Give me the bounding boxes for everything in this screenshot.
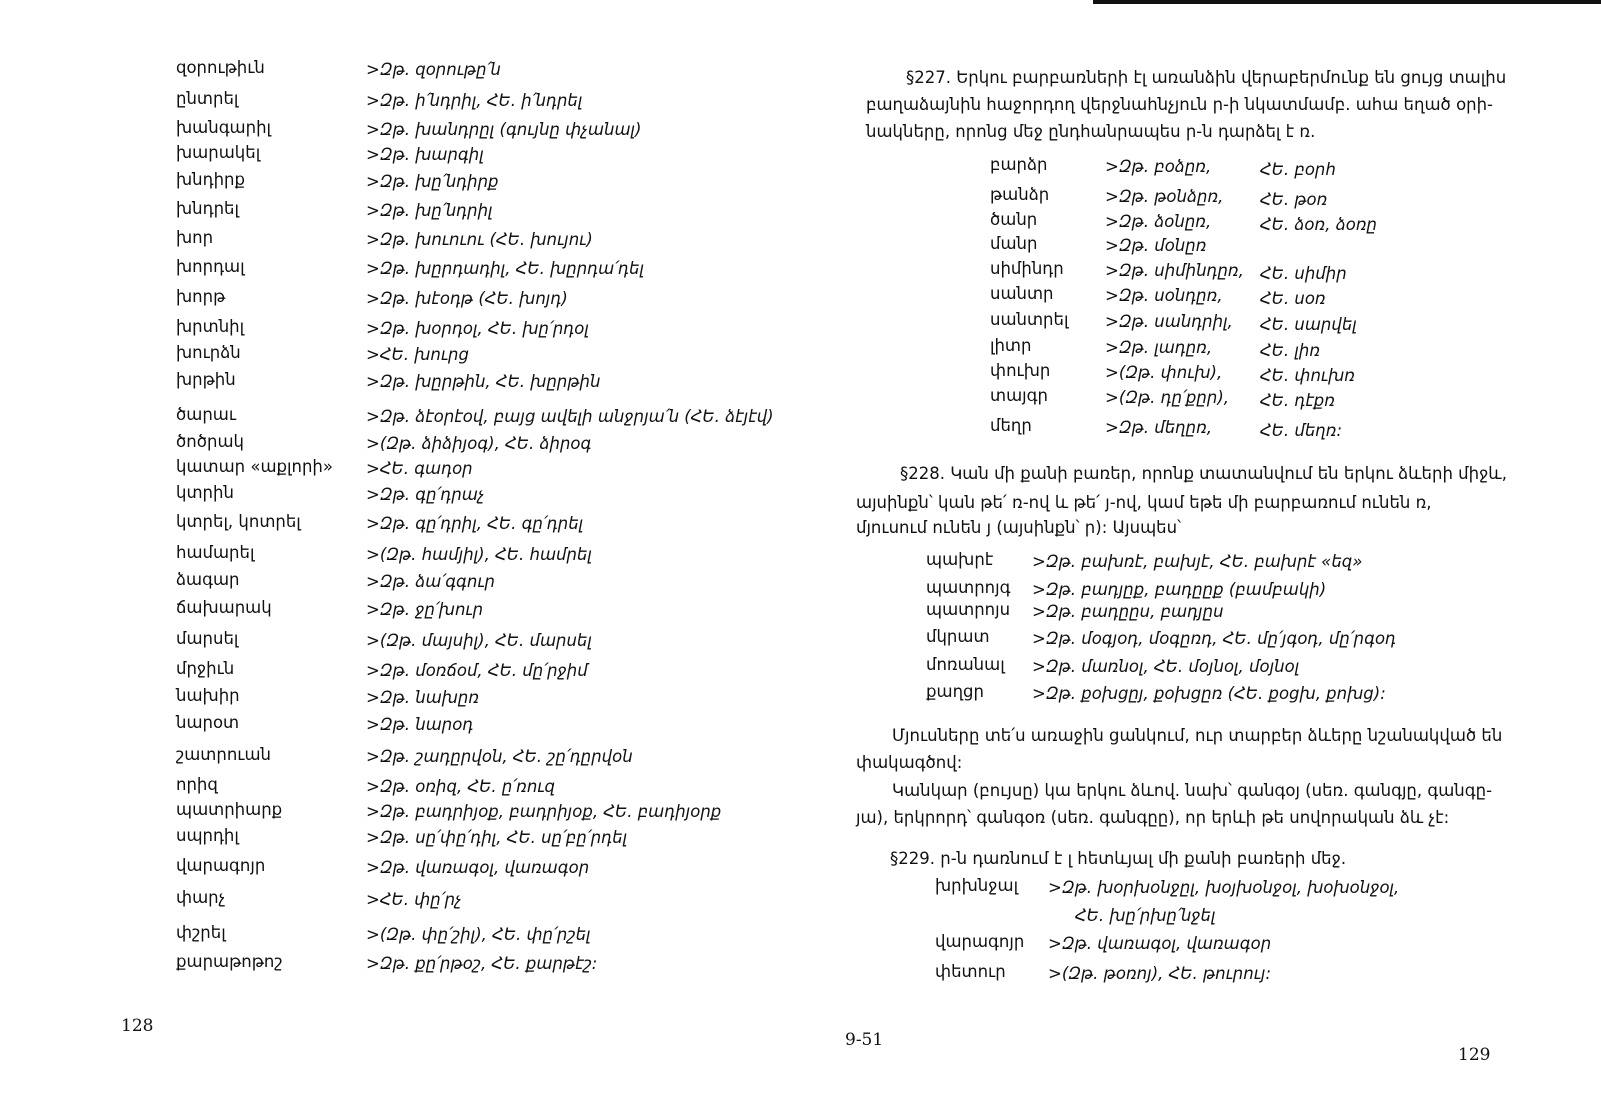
table228-forms: >Զթ. բախռէ, բախյէ, ՀԵ. բախրէ «եզ»: [1032, 552, 1363, 571]
etymology: >Զթ. ջը՛խուր: [366, 600, 484, 619]
etymology: >Զթ. քը՛րթօշ, ՀԵ. քարթէշ:: [366, 954, 598, 973]
paragraph-228b-line: փակագծով:: [856, 753, 963, 772]
paragraph-228-line: այսինքն՝ կան թե՛ ռ-ով և թե՛ յ-ով, կամ եթե մի բարբառում ունեն ռ,: [856, 493, 1432, 512]
table229-word: վարագոյր: [935, 932, 1025, 951]
etymology: >Զթ. խէօդթ (ՀԵ. խոյդ): [366, 289, 568, 308]
table227-word: սանտրել: [990, 310, 1069, 329]
etymology: >ՀԵ. խուրց: [366, 345, 469, 364]
etymology: >(Զթ. փը՛շիլ), ՀԵ. փը՛րշել: [366, 925, 591, 944]
etymology: >Զթ. խարգիլ: [366, 145, 484, 164]
table227-zt: >Զթ. ձօնըռ,: [1105, 212, 1212, 231]
headword: խորդալ: [176, 257, 245, 276]
headword: խոր: [176, 228, 214, 247]
paragraph-227-line: §227. Երկու բարբառների էլ առանձին վերաբերմունք են ցույց տալիս: [906, 68, 1507, 87]
headword: սպրդիլ: [176, 826, 239, 845]
headword: փարչ: [176, 888, 226, 907]
table227-he: ՀԵ. մեղռ:: [1260, 421, 1343, 440]
headword: համարել: [176, 543, 255, 562]
table227-zt: >(Զթ. փուխ),: [1105, 363, 1223, 382]
table227-he: ՀԵ. լիռ: [1260, 341, 1321, 360]
etymology: >Զթ. խուուու (ՀԵ. խույու): [366, 230, 593, 249]
etymology: >(Զթ. ձիձիյօգ), ՀԵ. ձիրօգ: [366, 434, 592, 453]
table229-forms: >Զթ. վառագօլ, վառագօր: [1048, 934, 1272, 953]
table227-word: փուխր: [990, 361, 1051, 380]
table228-forms: >Զթ. բադյըք, բադըըք (բամբակի): [1032, 580, 1327, 599]
table227-word: բարձր: [990, 155, 1048, 174]
etymology: >Զթ. օռիզ, ՀԵ. ը՛ռուզ: [366, 777, 555, 796]
table228-word: պատրոյգ: [926, 578, 1011, 597]
etymology: >Զթ. խօրդօլ, ՀԵ. խը՛րդօլ: [366, 319, 589, 338]
table227-word: թանձր: [990, 185, 1050, 204]
etymology: >Զթ. խը՛նդիրք: [366, 172, 499, 191]
table227-he: ՀԵ. փուխռ: [1260, 366, 1355, 385]
table227-zt: >(Զթ. դը՛քըր),: [1105, 388, 1230, 407]
table227-zt: >Զթ. սիմինդըռ,: [1105, 261, 1244, 280]
etymology: >Զթ. շադըրվօն, ՀԵ. շը՛դըրվօն: [366, 747, 633, 766]
etymology: >Զթ. ի՛նդրիլ, ՀԵ. ի՛նդրել: [366, 91, 583, 110]
headword: խորթ: [176, 287, 226, 306]
etymology: >Զթ. վառագօլ, վառագօր: [366, 858, 590, 877]
headword: ճախարակ: [176, 598, 272, 617]
table227-zt: >Զթ. լադըռ,: [1105, 338, 1213, 357]
table228-word: քաղցր: [926, 682, 984, 701]
table227-word: սիմինդր: [990, 259, 1064, 278]
etymology: >(Զթ. մայսիլ), ՀԵ. մարսել: [366, 631, 592, 650]
table227-word: տայգր: [990, 386, 1048, 405]
headword: խրթին: [176, 370, 236, 389]
table227-he: ՀԵ. սօռ: [1260, 289, 1326, 308]
etymology: >Զթ. բադրիյօք, բադրիյօք, ՀԵ. բադիյօրք: [366, 802, 722, 821]
headword: ընտրել: [176, 89, 239, 108]
paragraph-228b-line: Մյուսները տե՛ս առաջին ցանկում, ուր տարբեր ձևերը նշանակված են: [892, 726, 1503, 745]
page-number-right: 129: [1458, 1045, 1491, 1065]
headword: ձագար: [176, 570, 240, 589]
page-number-left: 128: [121, 1016, 154, 1036]
table227-zt: >Զթ. թօնձըռ,: [1105, 187, 1224, 206]
table229-forms: >Զթ. խօրխօնջըլ, խօյխօնջօլ, խօխօնջօլ,: [1048, 878, 1400, 897]
table227-zt: >Զթ. մեղըռ,: [1105, 418, 1213, 437]
table227-he: ՀԵ. բօրհ: [1260, 160, 1336, 179]
table229-forms: >(Զթ. թօռոյ), ՀԵ. թուրույ:: [1048, 964, 1272, 983]
headword: փշրել: [176, 923, 226, 942]
table228-forms: >Զթ. մառնօլ, ՀԵ. մօյնօլ, մօյնօլ: [1032, 657, 1300, 676]
table227-he: ՀԵ. սարվել: [1260, 315, 1357, 334]
etymology: >ՀԵ. գադօր: [366, 459, 473, 478]
headword: որիզ: [176, 775, 218, 794]
table227-word: ծանր: [990, 210, 1038, 229]
headword: խրտնիլ: [176, 317, 245, 336]
etymology: >Զթ. խանդրըլ (գույնը փչանալ): [366, 120, 642, 139]
headword: վարագոյր: [176, 856, 266, 875]
etymology: >Զթ. խը՛նդրիլ: [366, 201, 493, 220]
etymology: >Զթ. խըրդադիլ, ՀԵ. խըրդա՛դել: [366, 259, 644, 278]
table228-forms: >Զթ. մօգյօդ, մօգըռդ, ՀԵ. մը՛յգօդ, մը՛րգօդ: [1032, 629, 1396, 648]
right-page: [800, 0, 1601, 1114]
table229-he: ՀԵ. խը՛րխը՛նջել: [1075, 906, 1216, 925]
table227-word: մեղր: [990, 416, 1032, 435]
table227-zt: >Զթ. մօնըռ: [1105, 236, 1207, 255]
table227-word: մանր: [990, 234, 1038, 253]
table228-word: պախրէ: [926, 550, 994, 569]
table227-he: ՀԵ. ձօռ, ձօռը: [1260, 215, 1377, 234]
table227-zt: >Զթ. սօնդըռ,: [1105, 286, 1223, 305]
table227-he: ՀԵ. դէքռ: [1260, 391, 1336, 410]
headword: խանգարիլ: [176, 118, 272, 137]
headword: խարակել: [176, 143, 261, 162]
headword: պատրիարք: [176, 800, 283, 819]
paragraph-229: §229. ր-ն դառնում է լ հետևյալ մի քանի բառերի մեջ.: [890, 849, 1347, 868]
table228-word: պատրոյս: [926, 600, 1011, 619]
etymology: >Զթ. խըրթին, ՀԵ. խըրթին: [366, 372, 601, 391]
headword: նարօտ: [176, 713, 240, 732]
paragraph-227-line: բաղաձայնին հաջորդող վերջնահնչյուն ր-ի նկատմամբ. ահա եղած օրի-: [866, 95, 1493, 114]
headword: զօրութիւն: [176, 58, 265, 77]
paragraph-227-line: նակները, որոնց մեջ ընդհանրապես ր-ն դարձել է ռ.: [866, 122, 1316, 141]
left-page: [0, 0, 800, 1114]
paragraph-228c-line: յա), երկրորդ՝ գանգօռ (սեռ. գանգըը), որ երևի թե սովորական ձև չէ:: [856, 808, 1450, 827]
etymology: >Զթ. մօռճօմ, ՀԵ. մը՛րջիմ: [366, 661, 588, 680]
headword: մրջիւն: [176, 659, 235, 678]
etymology: >Զթ. գը՛դրաչ: [366, 485, 485, 504]
etymology: >Զթ. գը՛դրիլ, ՀԵ. գը՛դրել: [366, 514, 584, 533]
etymology: >Զթ. նախըռ: [366, 688, 480, 707]
table228-word: մկրատ: [926, 627, 990, 646]
table227-zt: >Զթ. սանդրիլ,: [1105, 312, 1233, 331]
table229-word: խրխնջալ: [935, 876, 1019, 895]
table227-word: սանտր: [990, 284, 1054, 303]
etymology: >Զթ. նարօդ: [366, 715, 474, 734]
headword: կատար «աքլորի»: [176, 457, 333, 476]
headword: ծոծրակ: [176, 432, 244, 451]
etymology: >Զթ. զօրութը՛ն: [366, 60, 501, 79]
headword: շատրուան: [176, 745, 271, 764]
etymology: >Զթ. ձա՛գգուր: [366, 572, 495, 591]
signature-mark: 9-51: [845, 1030, 884, 1050]
table227-he: ՀԵ. թօռ: [1260, 190, 1328, 209]
headword: կտրել, կոտրել: [176, 512, 301, 531]
paragraph-228-line: §228. Կան մի քանի բառեր, որոնք տատանվում են երկու ձևերի միջև,: [900, 464, 1507, 483]
headword: մարսել: [176, 629, 239, 648]
etymology: >(Զթ. համյիլ), ՀԵ. համրել: [366, 545, 592, 564]
table228-forms: >Զթ. քօխցըյ, քօխցըռ (ՀԵ. քօցխ, քոխց):: [1032, 684, 1386, 703]
table227-zt: >Զթ. բօձըռ,: [1105, 157, 1212, 176]
table228-forms: >Զթ. բադըըս, բադյըս: [1032, 602, 1224, 621]
etymology: >ՀԵ. փը՛րչ: [366, 890, 462, 909]
headword: ծարաւ: [176, 405, 237, 424]
etymology: >Զթ. ձէօրէօվ, բայց ավելի անջրյա՛ն (ՀԵ. ձէյէվ): [366, 407, 774, 426]
headword: խնդրել: [176, 199, 239, 218]
paragraph-228-line: մյուսում ունեն յ (այսինքն՝ ր): Այսպես՝: [856, 518, 1181, 537]
table227-he: ՀԵ. սիմիր: [1260, 264, 1347, 283]
headword: կտրին: [176, 483, 234, 502]
paragraph-228c-line: Կանկար (բույսը) կա երկու ձևով. նախ՝ գանգօյ (սեռ. գանգյը, գանգը-: [892, 781, 1493, 800]
headword: խնդիրք: [176, 170, 245, 189]
table228-word: մոռանալ: [926, 655, 1005, 674]
headword: նախիր: [176, 686, 240, 705]
etymology: >Զթ. սը՛փը՛դիլ, ՀԵ. սը՛բը՛րդել: [366, 828, 628, 847]
headword: խուրձն: [176, 343, 241, 362]
headword: քարաթոթոշ: [176, 952, 283, 971]
table227-word: լիտր: [990, 336, 1032, 355]
table229-word: փետուր: [935, 962, 1006, 981]
